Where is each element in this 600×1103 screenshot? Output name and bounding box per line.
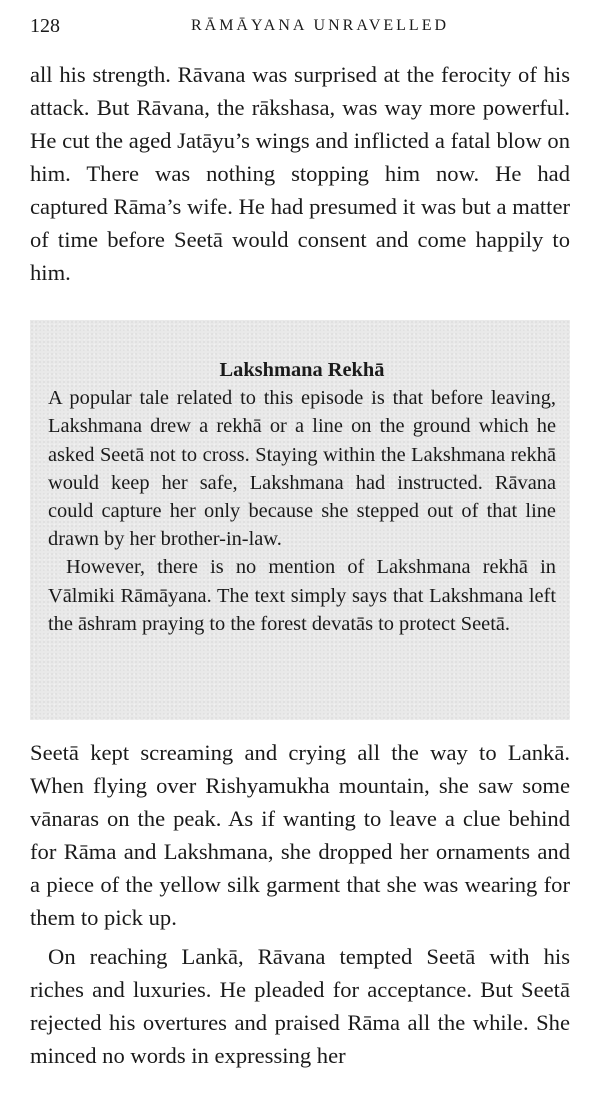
sidebar-box [30, 320, 570, 720]
paragraph: all his strength. Rāvana was surprised at the ferocity of his attack. But Rāvana, the rākshasa, was way more powerful. He cut the aged Jatāyu’s wings and inflicted a fatal blow on him. There was nothing stopping him now. He had captured Rāma’s wife. He had presumed it was but a matter of time before Seetā would consent and come happily to him. [30, 62, 570, 285]
sidebar-content [48, 356, 556, 638]
book-title: RĀMĀYANA UNRAVELLED [190, 17, 450, 34]
running-head [30, 12, 570, 40]
body-text-bottom [30, 736, 570, 1072]
sidebar-paragraph: A popular tale related to this episode is that before leaving, Lakshmana drew a rekhā or a line on the ground which he asked Seetā not to cross. Staying within the Lakshmana rekhā would keep her safe, Lakshmana had instructed. Rāvana could capture her only because she stepped out of that line drawn by her brother-in-law. [48, 387, 556, 551]
paragraph: Seetā kept screaming and crying all the way to Lankā. When flying over Rishyamukha mountain, she saw some vānaras on the peak. As if wanting to leave a clue behind for Rāma and Lakshmana, she dropped her ornaments and a piece of the yellow silk garment that she was wearing for them to pick up. [30, 740, 570, 930]
body-text-top [30, 58, 570, 289]
paragraph: On reaching Lankā, Rāvana tempted Seetā with his riches and luxuries. He pleaded for acceptance. But Seetā rejected his overtures and praised Rāma all the while. She minced no words in expressing her [30, 944, 570, 1068]
sidebar-title: Lakshmana Rekhā [219, 359, 385, 381]
sidebar-paragraph: However, there is no mention of Lakshmana rekhā in Vālmiki Rāmāyana. The text simply says that Lakshmana left the āshram praying to the forest devatās to protect Seetā. [48, 556, 556, 635]
page-number: 128 [30, 15, 60, 37]
